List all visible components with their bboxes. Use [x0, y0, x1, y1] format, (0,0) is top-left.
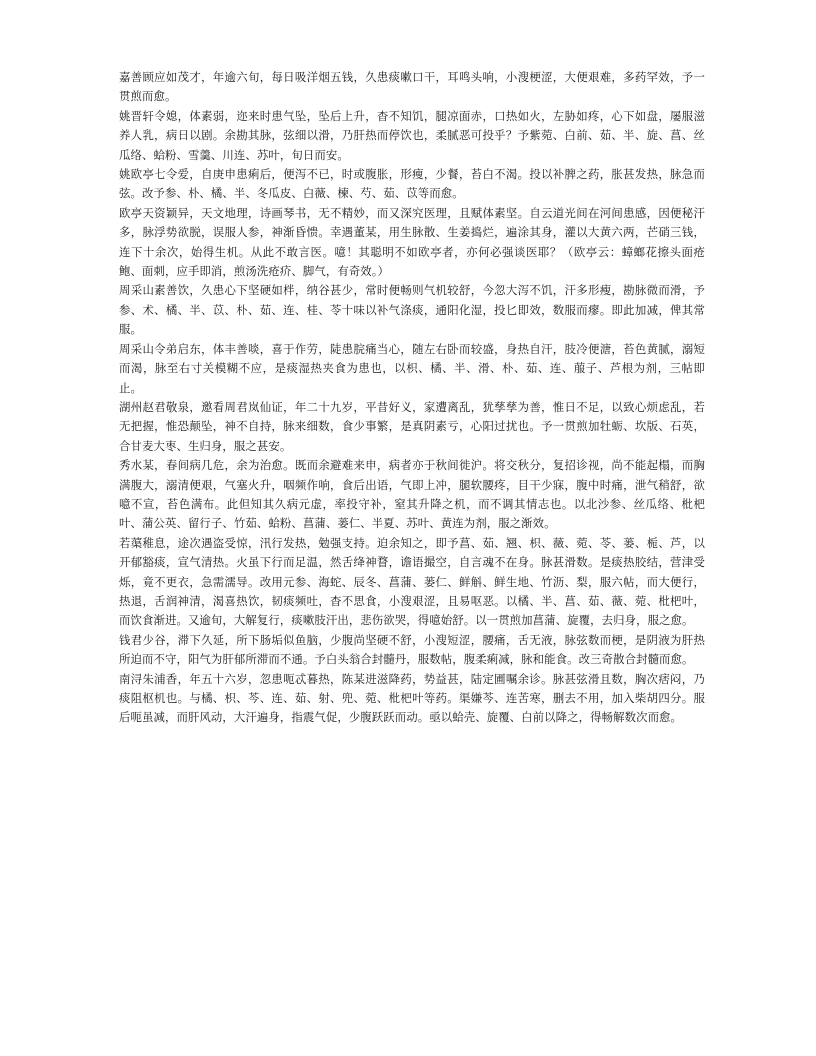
paragraph-ruoqu: 若蕖稚息，途次遇盗受惊，汛行发热，勉强支持。迫余知之，即予菖、茹、翘、枳、薇、菀、苓、蒌、栀、芦，以开郁豁痰，宣气清热。火虽下行而足温，然舌绛神瞀，谵语撮空，自言魂不在身。脉甚滑数。是痰热胶结，营津受烁，竟不更衣，急需濡导。改用元参、海蛇、辰冬、菖蒲、蒌仁、鲜斛、鲜生地、竹沥、梨，服六帖，而大便行，热退，舌润神清，渴喜热饮，韧痰频吐，杳不思食，小溲艰涩，且易呕恶。以橘、半、菖、茹、薇、菀、枇杷叶，而饮食渐进。又逾旬，大解复行，痰嗽肢汗出，悲伤欲哭，得噫始舒。以一贯煎加菖蒲、旋覆，去归身，服之愈。: [119, 535, 705, 628]
document-page: [119, 68, 705, 728]
paragraph-zhao-jingquan: 湖州赵君敬泉，邀看周君岚仙证，年二十九岁，平昔好义，家遭离乱，犹孳孳为善，惟日不足，以致心烦虑乱，若无把握，惟恐颠坠，神不自持，脉来细数，食少事繁，是真阴素亏，心阳过扰也。予一贯煎加牡蛎、坎版、石英，合甘麦大枣、生归身，服之甚安。: [119, 399, 705, 453]
paragraph-qian-shaogu: 钱君少谷，滞下久延，所下肠垢似鱼脑，少腹尚坚硬不舒，小溲短涩，腰痛，舌无液，脉弦数而梗，是阴液为肝热所迫而不守，阳气为肝郁所滞而不通。予白头翁合封髓丹，服数帖，腹柔痢减，脉和能食。改三奇散合封髓而愈。: [119, 632, 705, 667]
paragraph-yao-jinxuan: 姚晋轩令媳，体素弱，迩来时患气坠，坠后上升，杳不知饥，腿凉面赤，口热如火，左胁如疼，心下如盘，屡服滋养人乳，病日以剧。余勘其脉，弦细以滑，乃肝热而停饮也，柔腻恶可投乎？予紫菀、白前、茹、半、旋、菖、丝瓜络、蛤粉、雪羹、川连、苏叶，旬日而安。: [119, 108, 705, 162]
paragraph-zhou-caishan: 周采山素善饮，久患心下坚硬如柈，纳谷甚少，常时便畅则气机较舒，今忽大泻不饥，汗多形瘦，勘脉微而滑，予参、术、橘、半、苡、朴、茹、连、桂、苓十味以补气涤痰，通阳化湿，投匕即效，数服而瘳。即此加减，俾其常服。: [119, 283, 705, 337]
paragraph-xiushui: 秀水某，春间病几危，余为治愈。既而余避难来申，病者亦于秋间徙沪。将交秋分，复招诊视，尚不能起榻，而胸满腹大，溺清便艰，气塞火升，咽频作响，食后出语，气即上冲，腿软腰疼，目干少寐，腹中时痛，泄气稍舒，欲噫不宣，苔色满布。此但知其久病元虚，率投守补，窒其升降之机，而不调其情志也。以北沙参、丝瓜络、枇杷叶、蒲公英、留行子、竹茹、蛤粉、菖蒲、蒌仁、半夏、苏叶、黄连为剂，服之渐效。: [119, 458, 705, 531]
paragraph-zhu-puxiang: 南浔朱浦香，年五十六岁，忽患呃忒暮热，陈某进滋降药，势益甚，陆定圃嘱余诊。脉甚弦滑且数，胸次痞闷，乃痰阻枢机也。与橘、枳、芩、连、茹、射、兜、菀、枇杷叶等药。渠嫌芩、连苦寒，删去不用，加入柴胡四分。服后呃虽减，而肝风动，大汗遍身，指震气促，少腹跃跃而动。亟以蛤壳、旋覆、白前以降之，得畅解数次而愈。: [119, 671, 705, 725]
paragraph-outing: 欧亭天资颖异，天文地理，诗画琴书，无不精妙，而又深究医理，且赋体素坚。自云道光间在河间患感，因便秘汗多，脉浮势欲脱，误服人参，神渐昏愦。幸遇董某，用生脉散、生姜捣烂，遍涂其身，灌以大黄六两，芒硝三钱，连下十余次，始得生机。从此不敢言医。噫！其聪明不如欧亭者，亦何必强谈医耶？（欧亭云：蟑螂花擦头面疮鲍、面刺，应手即消，煎汤洗疮疥、脚气，有奇效。）: [119, 205, 705, 279]
paragraph-zhou-qidong: 周采山令弟启东，体丰善啖，喜于作劳，陡患脘痛当心，随左右卧而较盛，身热自汗，肢冷便溏，苔色黄腻，溺短而渴，脉至右寸关模糊不应，是痰湿热夹食为患也，以枳、橘、半、滑、朴、茹、连、菔子、芦根为剂，三帖即止。: [119, 341, 705, 395]
paragraph-yao-outing-daughter: 姚欧亭七令爱，自庚申患痢后，便泻不已，时或腹胀，形瘦，少餐，苔白不渴。投以补脾之药，胀甚发热，脉急而弦。改予参、朴、橘、半、冬瓜皮、白薇、楝、芍、茹、苡等而愈。: [119, 167, 705, 201]
paragraph-gu-yingru: 嘉善顾应如茂才，年逾六旬，每日吸洋烟五钱，久患痰嗽口干，耳鸣头响，小溲梗涩，大便艰难，多药罕效，予一贯煎而愈。: [119, 70, 705, 104]
